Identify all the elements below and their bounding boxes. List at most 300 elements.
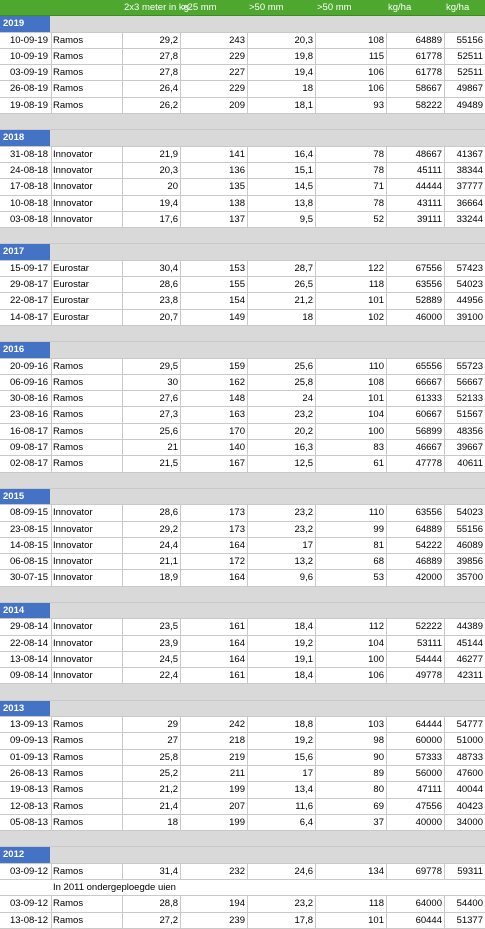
table-cell: 15,6: [294, 751, 313, 763]
table-cell: 42311: [457, 670, 483, 682]
table-cell: 21,1: [159, 556, 178, 568]
table-cell: 16,4: [294, 148, 313, 160]
spacer-row: [0, 114, 485, 130]
table-cell: 10-09-19: [9, 34, 48, 46]
table-cell: 122: [368, 262, 384, 274]
table-row: [0, 815, 485, 831]
table-row: [0, 33, 485, 49]
table-cell: 29,5: [159, 360, 178, 372]
table-cell: Innovator: [53, 539, 93, 551]
table-cell: 78: [373, 197, 384, 209]
table-cell: 24-08-18: [9, 164, 48, 176]
table-cell: 13,4: [294, 784, 313, 796]
table-cell: 164: [229, 637, 245, 649]
table-cell: Ramos: [53, 67, 84, 79]
table-cell: 28,6: [159, 279, 178, 291]
table-cell: 211: [229, 767, 245, 779]
table-cell: Eurostar: [53, 262, 89, 274]
table-cell: 40611: [457, 458, 483, 470]
table-cell: 44956: [456, 295, 483, 307]
table-cell: 08-09-15: [9, 507, 48, 519]
year-row: [0, 130, 485, 146]
table-cell: 118: [368, 279, 384, 291]
table-cell: 219: [229, 751, 245, 763]
table-cell: 55156: [456, 34, 483, 46]
table-cell: 162: [229, 376, 245, 388]
table-cell: 172: [229, 556, 245, 568]
table-cell: 17: [302, 539, 313, 551]
header-cell: kg/ha: [446, 2, 470, 13]
table-cell: 161: [229, 621, 245, 633]
table-cell: 93: [373, 99, 384, 111]
table-cell: Innovator: [53, 197, 93, 209]
table-cell: Innovator: [53, 148, 93, 160]
table-row: [0, 522, 485, 538]
table-cell: 78: [373, 148, 384, 160]
year-label: 2013: [0, 701, 50, 716]
table-row: [0, 554, 485, 570]
table-row: [0, 196, 485, 212]
table-cell: 23,9: [159, 637, 178, 649]
table-cell: 52222: [415, 621, 442, 633]
table-cell: 51567: [456, 409, 483, 421]
table-cell: 41367: [456, 148, 483, 160]
table-cell: 40044: [456, 784, 483, 796]
table-cell: 167: [229, 458, 245, 470]
table-cell: 90: [373, 751, 384, 763]
table-cell: 55723: [456, 360, 483, 372]
table-cell: 209: [229, 99, 245, 111]
table-cell: 140: [229, 442, 245, 454]
table-cell: 100: [368, 653, 384, 665]
table-cell: 54400: [456, 898, 483, 910]
table-row: [0, 293, 485, 309]
table-cell: 03-09-12: [9, 898, 48, 910]
table-row: [0, 49, 485, 65]
table-cell: 110: [368, 507, 384, 519]
table-row: [0, 407, 485, 423]
table-cell: 24,4: [159, 539, 178, 551]
year-label: 2012: [0, 847, 50, 862]
table-cell: 39667: [456, 442, 483, 454]
table-cell: 26-08-13: [9, 767, 48, 779]
table-cell: 47556: [415, 800, 442, 812]
table-row: [0, 81, 485, 97]
year-row: [0, 489, 485, 505]
table-cell: 14-08-17: [9, 311, 48, 323]
table-cell: Ramos: [53, 50, 84, 62]
table-cell: 60000: [415, 735, 442, 747]
table-cell: 09-08-17: [9, 442, 48, 454]
spacer-row: [0, 684, 485, 700]
table-cell: 42000: [415, 572, 442, 584]
table-cell: 53: [373, 572, 384, 584]
table-cell: Innovator: [53, 213, 93, 225]
table-cell: 61778: [415, 50, 442, 62]
table-cell: 53111: [416, 637, 442, 649]
table-cell: 46667: [415, 442, 442, 454]
table-row: [0, 799, 485, 815]
table-cell: Ramos: [53, 784, 84, 796]
table-cell: 10-08-18: [9, 197, 48, 209]
table-cell: Ramos: [53, 751, 84, 763]
table-cell: 54023: [456, 279, 483, 291]
table-cell: 19,1: [294, 653, 313, 665]
table-cell: 27,3: [159, 409, 178, 421]
table-cell: 17: [302, 767, 313, 779]
table-cell: 100: [368, 425, 384, 437]
table-cell: 19,4: [159, 197, 178, 209]
table-cell: Ramos: [53, 719, 84, 731]
table-cell: 23,5: [159, 621, 178, 633]
table-cell: 06-08-15: [9, 556, 48, 568]
table-cell: 27: [167, 735, 178, 747]
table-cell: Innovator: [53, 164, 93, 176]
table-cell: 48356: [456, 425, 483, 437]
header-cell: 2x3 meter in kg: [124, 2, 189, 13]
table-cell: 80: [373, 784, 384, 796]
table-cell: 25,6: [294, 360, 313, 372]
table-row: [0, 375, 485, 391]
table-cell: 101: [368, 295, 384, 307]
table-cell: 22-08-14: [9, 637, 48, 649]
table-cell: 78: [373, 164, 384, 176]
table-cell: 18: [302, 83, 313, 95]
table-cell: 18,1: [294, 99, 313, 111]
table-cell: 26,4: [159, 83, 178, 95]
table-cell: Innovator: [53, 572, 93, 584]
table-cell: 71: [373, 181, 384, 193]
table-cell: 06-09-16: [9, 376, 48, 388]
table-cell: 30: [167, 376, 178, 388]
table-row: [0, 782, 485, 798]
table-cell: 173: [229, 507, 245, 519]
table-cell: Ramos: [53, 442, 84, 454]
table-cell: 14-08-15: [9, 539, 48, 551]
table-cell: 25,8: [294, 376, 313, 388]
table-cell: 19,8: [294, 50, 313, 62]
table-cell: 67556: [415, 262, 442, 274]
table-cell: 28,7: [294, 262, 313, 274]
table-cell: 69: [373, 800, 384, 812]
table-row: [0, 163, 485, 179]
table-cell: 19,2: [294, 735, 313, 747]
table-cell: 207: [229, 800, 245, 812]
table-cell: 05-08-13: [9, 816, 48, 828]
table-cell: 23,2: [294, 523, 313, 535]
table-cell: Innovator: [53, 637, 93, 649]
table-cell: 23,8: [159, 295, 178, 307]
table-cell: 218: [229, 735, 245, 747]
table-cell: 63556: [415, 507, 442, 519]
table-cell: 163: [229, 409, 245, 421]
table-cell: Ramos: [53, 360, 84, 372]
year-row: [0, 701, 485, 717]
table-cell: 52133: [456, 393, 483, 405]
table-cell: 03-09-12: [9, 865, 48, 877]
table-cell: 03-08-18: [9, 213, 48, 225]
table-cell: 44444: [415, 181, 442, 193]
table-cell: Innovator: [53, 507, 93, 519]
table-cell: Ramos: [53, 425, 84, 437]
table-cell: 24,5: [159, 653, 178, 665]
table-cell: 106: [368, 83, 384, 95]
table-row: [0, 750, 485, 766]
table-cell: 101: [368, 393, 384, 405]
table-cell: 17-08-18: [9, 181, 48, 193]
table-row: [0, 864, 485, 880]
table-cell: 61778: [415, 67, 442, 79]
table-cell: 39111: [416, 213, 442, 225]
table-cell: 01-09-13: [9, 751, 48, 763]
table-cell: 57423: [456, 262, 483, 274]
table-cell: 15-09-17: [9, 262, 48, 274]
table-cell: 59311: [457, 865, 483, 877]
table-cell: 21,2: [159, 784, 178, 796]
table-cell: 243: [229, 34, 245, 46]
table-cell: 46089: [456, 539, 483, 551]
table-cell: Ramos: [53, 914, 84, 926]
table-cell: 30-08-16: [9, 393, 48, 405]
table-cell: Ramos: [53, 34, 84, 46]
spacer-row: [0, 326, 485, 342]
table-cell: 102: [368, 311, 384, 323]
year-label: 2019: [0, 16, 50, 31]
table-row: [0, 310, 485, 326]
table-cell: 56899: [415, 425, 442, 437]
table-cell: 20: [167, 181, 178, 193]
table-cell: 54023: [456, 507, 483, 519]
table-cell: 58667: [415, 83, 442, 95]
table-row: [0, 424, 485, 440]
table-cell: 45144: [456, 637, 483, 649]
table-cell: 39856: [456, 556, 483, 568]
table-cell: 40000: [415, 816, 442, 828]
table-cell: Ramos: [53, 735, 84, 747]
table-cell: 194: [229, 898, 245, 910]
table-cell: 51000: [456, 735, 483, 747]
table-cell: Innovator: [53, 653, 93, 665]
table-cell: 47111: [416, 784, 442, 796]
table-cell: 27,8: [159, 50, 178, 62]
table-cell: 10-09-19: [9, 50, 48, 62]
table-cell: 27,6: [159, 393, 178, 405]
table-cell: 56000: [415, 767, 442, 779]
table-cell: 22,4: [159, 670, 178, 682]
table-row: [0, 212, 485, 228]
table-cell: 46889: [415, 556, 442, 568]
table-cell: 55156: [456, 523, 483, 535]
table-cell: 57333: [415, 751, 442, 763]
table-cell: 47600: [456, 767, 483, 779]
table-cell: 02-08-17: [9, 458, 48, 470]
table-cell: 159: [229, 360, 245, 372]
table-cell: Ramos: [53, 458, 84, 470]
table-cell: 173: [229, 523, 245, 535]
table-cell: 14,5: [294, 181, 313, 193]
table-cell: 44389: [456, 621, 483, 633]
table-cell: 16,3: [294, 442, 313, 454]
table-cell: 52889: [415, 295, 442, 307]
table-cell: Ramos: [53, 800, 84, 812]
table-cell: 199: [229, 816, 245, 828]
table-cell: 58222: [415, 99, 442, 111]
table-cell: 11,6: [295, 800, 313, 812]
table-cell: Innovator: [53, 181, 93, 193]
header-row: [0, 0, 485, 16]
table-cell: 30,4: [159, 262, 178, 274]
table-cell: 23,2: [294, 507, 313, 519]
header-cell: >50 mm: [249, 2, 284, 13]
table-cell: 63556: [415, 279, 442, 291]
year-label: 2014: [0, 603, 50, 618]
table-cell: 19,2: [294, 637, 313, 649]
table-cell: 47778: [415, 458, 442, 470]
table-cell: 6,4: [299, 816, 313, 828]
table-cell: 60667: [415, 409, 442, 421]
table-cell: 31-08-18: [9, 148, 48, 160]
table-cell: 26-08-19: [9, 83, 48, 95]
table-cell: 137: [229, 213, 245, 225]
table-cell: 164: [229, 539, 245, 551]
table-cell: Ramos: [53, 376, 84, 388]
table-cell: 45111: [416, 164, 442, 176]
table-cell: Ramos: [53, 767, 84, 779]
table-cell: 239: [229, 914, 245, 926]
table-row: [0, 896, 485, 912]
table-cell: 19,4: [294, 67, 313, 79]
table-cell: 61333: [415, 393, 442, 405]
table-cell: 22-08-17: [9, 295, 48, 307]
table-cell: 46277: [456, 653, 483, 665]
table-cell: 12,5: [294, 458, 313, 470]
table-cell: 232: [229, 865, 245, 877]
table-cell: 24: [302, 393, 313, 405]
table-cell: 164: [229, 653, 245, 665]
table-cell: 30-07-15: [9, 572, 48, 584]
table-cell: Innovator: [53, 523, 93, 535]
table-cell: 148: [229, 393, 245, 405]
table-cell: 64889: [415, 523, 442, 535]
table-row: [0, 652, 485, 668]
table-cell: 48733: [456, 751, 483, 763]
table-cell: 33244: [456, 213, 483, 225]
table-row: [0, 668, 485, 684]
table-cell: 25,2: [159, 767, 178, 779]
table-cell: Innovator: [53, 670, 93, 682]
table-row: [0, 717, 485, 733]
table-cell: 83: [373, 442, 384, 454]
table-cell: 43111: [416, 197, 442, 209]
table-cell: 29-08-14: [9, 621, 48, 633]
table-cell: Eurostar: [53, 295, 89, 307]
table-cell: 19-08-19: [9, 99, 48, 111]
table-cell: 49489: [456, 99, 483, 111]
table-cell: 89: [373, 767, 384, 779]
table-cell: 29,2: [159, 34, 178, 46]
table-cell: 38344: [456, 164, 483, 176]
header-cell: >25 mm: [182, 2, 217, 13]
year-label: 2017: [0, 244, 50, 259]
table-row: [0, 98, 485, 114]
table-cell: 242: [229, 719, 245, 731]
spacer-row: [0, 831, 485, 847]
table-cell: 134: [368, 865, 384, 877]
header-cell: [52, 0, 122, 15]
table-cell: 25,6: [159, 425, 178, 437]
year-row: [0, 847, 485, 863]
table-cell: 112: [368, 621, 384, 633]
table-cell: 12-08-13: [9, 800, 48, 812]
note-row: [0, 880, 485, 896]
table-cell: 13-08-12: [9, 914, 48, 926]
table-cell: 13-09-13: [9, 719, 48, 731]
table-cell: 9,6: [299, 572, 313, 584]
table-cell: 104: [368, 409, 384, 421]
year-row: [0, 342, 485, 358]
table-cell: 104: [368, 637, 384, 649]
table-cell: 31,4: [159, 865, 178, 877]
table-cell: 64889: [415, 34, 442, 46]
table-cell: 27,2: [159, 914, 178, 926]
table-cell: 170: [229, 425, 245, 437]
table-row: [0, 505, 485, 521]
table-cell: 56667: [456, 376, 483, 388]
table-cell: 98: [373, 735, 384, 747]
table-cell: 13,8: [294, 197, 313, 209]
year-label: 2016: [0, 342, 50, 357]
table-row: [0, 619, 485, 635]
table-cell: Ramos: [53, 99, 84, 111]
table-cell: 103: [368, 719, 384, 731]
table-cell: 149: [229, 311, 245, 323]
table-cell: 108: [368, 376, 384, 388]
table-cell: 60444: [415, 914, 442, 926]
table-cell: 20-09-16: [9, 360, 48, 372]
table-cell: 18,4: [294, 621, 313, 633]
table-cell: 108: [368, 34, 384, 46]
table-cell: 199: [229, 784, 245, 796]
table-cell: 21,4: [159, 800, 178, 812]
table-cell: 101: [368, 914, 384, 926]
spacer-row: [0, 587, 485, 603]
table-row: [0, 570, 485, 586]
table-cell: 115: [368, 50, 384, 62]
table-cell: 20,3: [294, 34, 313, 46]
table-cell: 18,8: [294, 719, 313, 731]
table-cell: 106: [368, 670, 384, 682]
table-cell: 19-08-13: [9, 784, 48, 796]
table-cell: 39100: [456, 311, 483, 323]
table-cell: 155: [229, 279, 245, 291]
table-row: [0, 261, 485, 277]
header-cell: >50 mm: [317, 2, 352, 13]
table-cell: 81: [373, 539, 384, 551]
table-cell: 110: [368, 360, 384, 372]
table-cell: 153: [229, 262, 245, 274]
table-cell: 68: [373, 556, 384, 568]
spacer-row: [0, 473, 485, 489]
table-cell: 03-09-19: [9, 67, 48, 79]
table-cell: 164: [229, 572, 245, 584]
table-cell: 28,6: [159, 507, 178, 519]
table-cell: 21,9: [159, 148, 178, 160]
table-cell: 18: [302, 311, 313, 323]
table-cell: 15,1: [294, 164, 313, 176]
table-cell: 65556: [415, 360, 442, 372]
table-cell: Eurostar: [53, 279, 89, 291]
table-cell: 61: [373, 458, 384, 470]
